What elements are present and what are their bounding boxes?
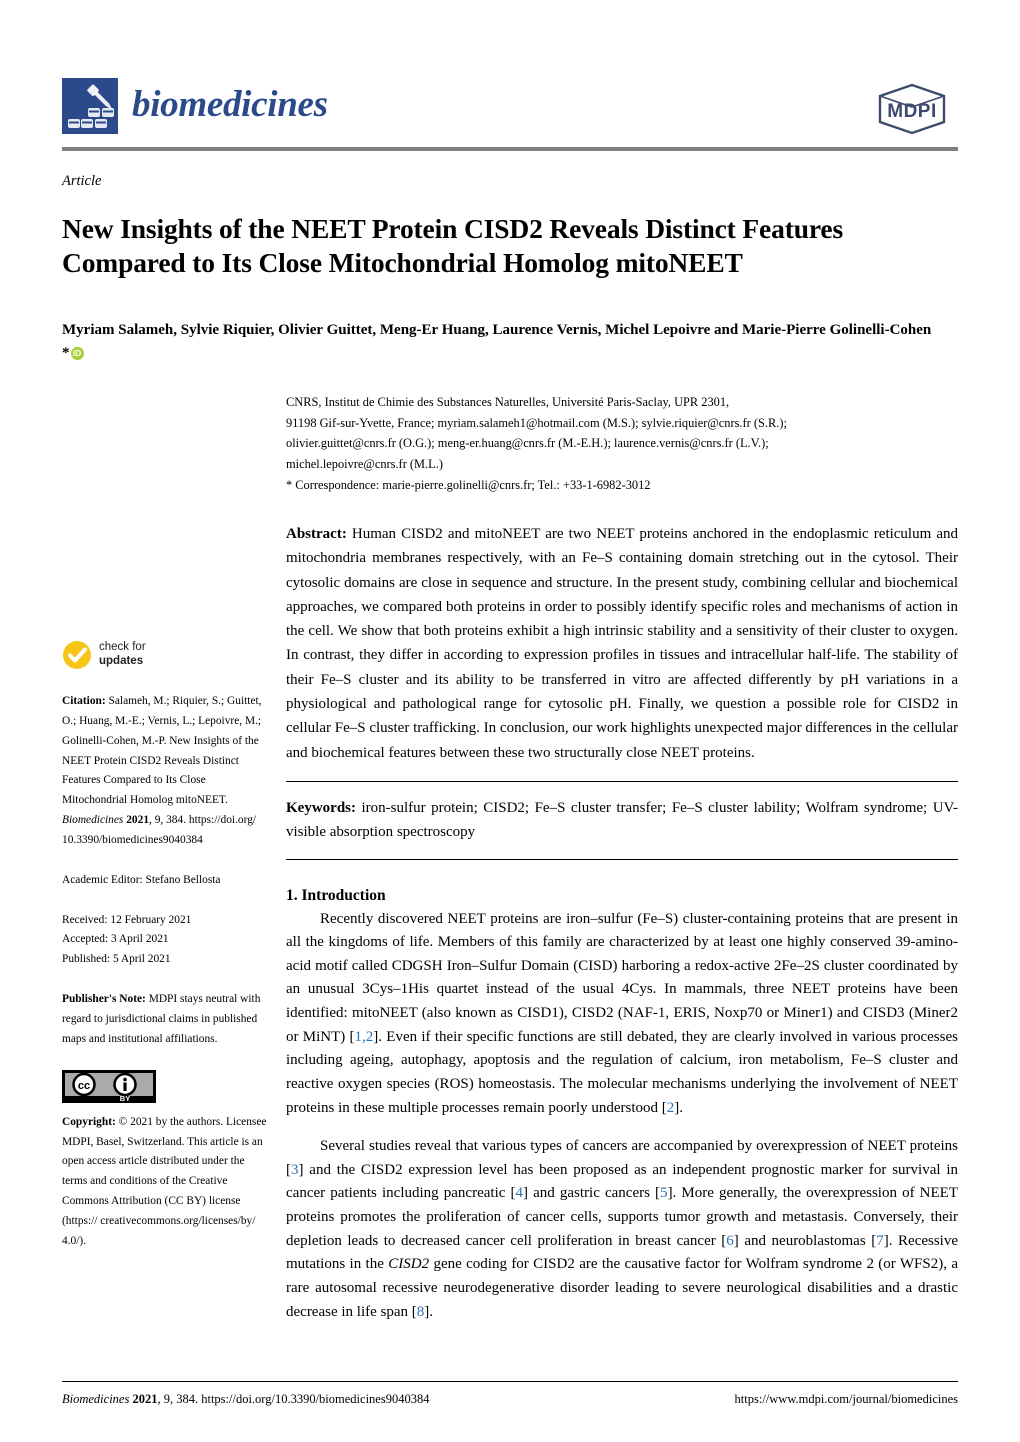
journal-title: biomedicines (132, 83, 328, 125)
citation-text: Salameh, M.; Riquier, S.; Guittet, O.; Huang, M.-E.; Vernis, L.; Lepoivre, M.; Golinelli-Cohen, M.-P. New Insights of the NEET Protein CISD2 Reveals Distinct Features Compared to Its Close Mitochondrial Homolog mitoNEET. (62, 695, 262, 807)
citation-ref-5[interactable]: 5 (660, 1185, 668, 1202)
footer-citation (62, 1392, 429, 1407)
check-updates-line-2: updates (99, 655, 144, 667)
article-type-label: Article (62, 173, 102, 189)
orcid-icon[interactable]: iD (71, 347, 84, 360)
footer-citation-rest: , 9, 384. https://doi.org/10.3390/biomedicines9040384 (157, 1392, 430, 1406)
citation-ref-8[interactable]: 8 (416, 1303, 425, 1320)
publishers-note-block (62, 990, 270, 1050)
citation-doi-link[interactable]: 10.3390/biomedicines9040384 (62, 833, 203, 846)
affiliations (286, 392, 958, 496)
journal-logo (62, 78, 328, 134)
mdpi-logo (866, 82, 958, 136)
par2-text-g: gene coding for CISD2 are the causative factor for Wolfram syndrome 2 (or WFS2), a rare autosomal recessive neurodegenerative disorder leading to severe neurological disabilities and a drastic decrease in life span [ (286, 1256, 958, 1320)
academic-editor: Academic Editor: Stefano Bellosta (62, 873, 221, 886)
abstract-text: Human CISD2 and mitoNEET are two NEET proteins anchored in the endoplasmic reticulum and mitochondria membranes respectively, with an Fe–S containing domain stretching out in the cytosol. Their cytosolic domains are close in sequence and structure. In the present study, combining cellular and biochemical approaches, we compared both proteins in order to possibly identify specific roles and mechanisms of action in the cell. We show that both proteins exhibit a high intrinsic stability and a sensitivity of their cluster to oxygen. In contrast, they differ in according to expression profiles in tissues and intracellular half-life. The stability of their Fe–S cluster and its ability to be transferred in vitro are affected differently by pH variations in a physiological and pathological range for cytosolic pH. Finally, we question a possible role for CISD2 in cellular Fe–S cluster trafficking. In conclusion, our work highlights unexpected major differences in the cellular and biochemical features between these two structurally close NEET proteins. (286, 525, 958, 761)
footer-journal-url[interactable]: https://www.mdpi.com/journal/biomedicines (734, 1392, 958, 1406)
academic-editor-block (62, 871, 270, 891)
par2-text-a: Several studies reveal that various types of cancers are accompanied by overexpression of NEET proteins [ (286, 1138, 958, 1178)
keywords-bottom-divider (286, 859, 958, 860)
svg-text:MDPI: MDPI (887, 101, 937, 122)
citation-volume-page: , 9, 384. https://doi.org/ (149, 814, 257, 827)
sidebar (62, 640, 270, 1272)
author-list (62, 319, 942, 365)
keywords-divider (286, 781, 958, 845)
par2-text-b: ] and the CISD2 expression level has been proposed as an independent prognostic marker for survival in cancer patients including pancreatic [ (286, 1161, 958, 1202)
par1-text-a: Recently discovered NEET proteins are iron–sulfur (Fe–S) cluster-containing proteins that are present in all the kingdoms of life. Members of this family are characterized by at least one highly conserved 39-amino-acid motif called CDGSH Iron–Sulfur Domain (CISD) harboring a redox-active 2Fe–2S cluster coordinated by an unusual 3Cys–1His quartet instead of the usual 4Cys. In mammals, three NEET proteins have been identified: mitoNEET (also known as CISD1), CISD2 (NAF-1, ERIS, Noxp70 or Miner1) and CISD3 (Miner2 or MiNT) [ (286, 910, 958, 1045)
citation-ref-2[interactable]: 2 (666, 1099, 675, 1116)
creative-commons-badge-icon[interactable] (62, 1070, 156, 1103)
par2-text-f: ]. Recessive mutations in the (286, 1232, 959, 1273)
section-heading-introduction: 1. Introduction (286, 886, 386, 904)
footer-divider (62, 1381, 958, 1382)
citation-ref-6[interactable]: 6 (726, 1232, 734, 1249)
page-footer (62, 1392, 958, 1407)
check-circle-icon (62, 640, 92, 670)
citation-ref-3[interactable]: 3 (291, 1161, 299, 1178)
svg-text:cc: cc (77, 1079, 91, 1092)
introduction-paragraph-2 (286, 1135, 958, 1324)
affiliation-line-2: 91198 Gif-sur-Yvette, France; myriam.salameh1@hotmail.com (M.S.); sylvie.riquier@cnrs.fr (S.R.); (286, 415, 787, 430)
accepted-date: Accepted: 3 April 2021 (62, 933, 169, 946)
par1-text-b: ]. Even if their specific functions are still debated, they are clearly involved in various processes including ageing, autophagy, apoptosis and the regulation of calcium, iron metabolism, Fe–S cluster and reactive oxygen species (ROS) homeostasis. The molecular mechanisms underlying the involvement of NEET proteins in these multiple processes remain poorly understood [ (286, 1028, 958, 1116)
check-updates-line-1: check for (99, 641, 146, 654)
check-for-updates-text (99, 641, 146, 668)
publishers-note-text: MDPI stays neutral with regard to jurisdictional claims in published maps and institutional affiliations. (62, 993, 261, 1045)
abstract (286, 522, 958, 765)
keywords (286, 796, 958, 845)
par1-text-c: ]. (674, 1099, 683, 1116)
author-names: Myriam Salameh, Sylvie Riquier, Olivier Guittet, Meng-Er Huang, Laurence Vernis, Michel Lepoivre and Marie-Pierre Golinelli-Cohen * (62, 322, 932, 361)
page-title: New Insights of the NEET Protein CISD2 Reveals Distinct Features Compared to Its Close Mitochondrial Homolog mitoNEET (62, 213, 844, 278)
citation-ref-4[interactable]: 4 (515, 1185, 524, 1202)
par2-text-e: ] and neuroblastomas [ (733, 1232, 877, 1249)
copyright-block (62, 1113, 270, 1252)
check-for-updates-badge[interactable] (62, 640, 270, 670)
citation-ref-7[interactable]: 7 (876, 1232, 884, 1249)
citation-year: 2021 (126, 814, 150, 827)
introduction-paragraph-1 (286, 908, 958, 1121)
main-content (286, 392, 958, 1339)
keywords-label: Keywords: (286, 799, 356, 816)
par2-text-h: ]. (424, 1303, 434, 1320)
svg-text:BY: BY (119, 1093, 131, 1103)
par2-text-c: ] and gastric cancers [ (523, 1185, 661, 1202)
affiliation-line-4: michel.lepoivre@cnrs.fr (M.L.) (286, 456, 443, 471)
citation-block (62, 692, 270, 851)
pipette-and-jars-icon (62, 78, 118, 134)
published-date: Published: 5 April 2021 (62, 953, 171, 966)
gene-name-cisd2: CISD2 (388, 1256, 430, 1273)
footer-journal-name: Biomedicines (62, 1392, 130, 1406)
affiliation-line-1: CNRS, Institut de Chimie des Substances Naturelles, Université Paris-Saclay, UPR 2301, (286, 395, 730, 409)
citation-ref-1-2[interactable]: 1,2 (354, 1028, 374, 1045)
footer-year: 2021 (132, 1392, 158, 1406)
par2-text-d: ]. More generally, the overexpression of NEET proteins promotes the proliferation of cancer cells, supports tumor growth and metastasis. Conversely, their depletion leads to decreased cancer cell proliferation in breast cancer [ (286, 1185, 958, 1249)
keywords-text: iron-sulfur protein; CISD2; Fe–S cluster transfer; Fe–S cluster lability; Wolfram syndrome; UV-visible absorption spectroscopy (286, 799, 958, 841)
header-divider (62, 147, 958, 151)
correspondence-line: * Correspondence: marie-pierre.golinelli@cnrs.fr; Tel.: +33-1-6982-3012 (286, 478, 651, 493)
masthead (62, 78, 958, 140)
abstract-label: Abstract: (286, 525, 347, 542)
copyright-text: © 2021 by the authors. Licensee MDPI, Basel, Switzerland. This article is an open access article distributed under the terms and conditions of the Creative Commons Attribution (CC BY) license (https:// creativecommons.org/licenses/by/ 4.0/). (62, 1115, 267, 1247)
citation-label: Citation: (62, 695, 106, 707)
affiliation-line-3: olivier.guittet@cnrs.fr (O.G.); meng-er.huang@cnrs.fr (M.-E.H.); laurence.vernis@cnrs.fr (L.V.); (286, 436, 769, 451)
received-date: Received: 12 February 2021 (62, 913, 192, 926)
publishers-note-label: Publisher's Note: (62, 993, 146, 1006)
copyright-label: Copyright: (62, 1115, 116, 1128)
publication-dates (62, 911, 270, 971)
citation-journal: Biomedicines (62, 814, 124, 827)
